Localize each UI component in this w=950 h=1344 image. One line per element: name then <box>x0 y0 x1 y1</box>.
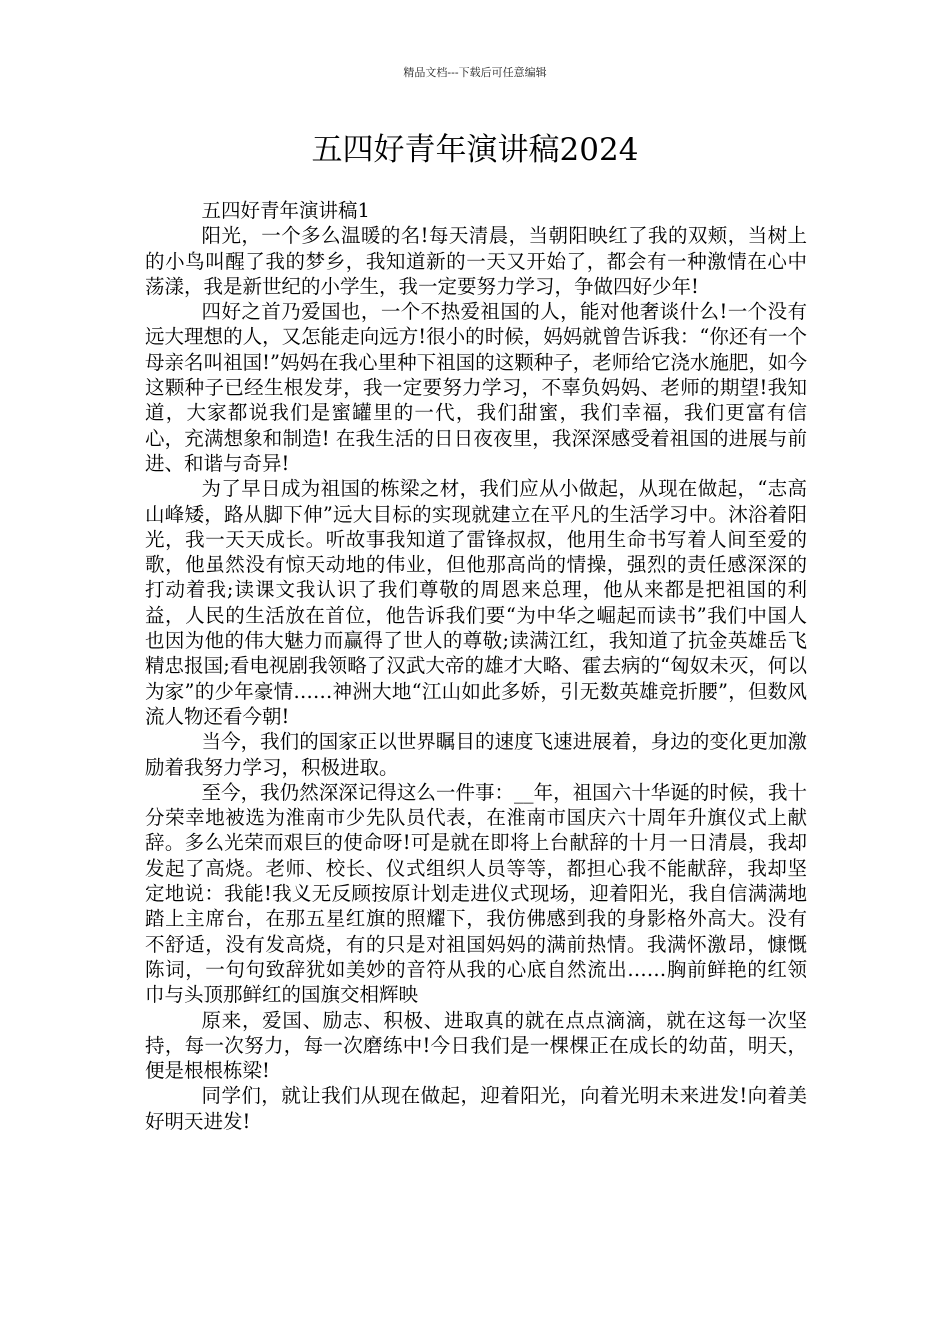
paragraph: 至今，我仍然深深记得这么一件事：__年，祖国六十华诞的时候，我十分荣幸地被选为淮南市少先队员代表，在淮南市国庆六十周年升旗仪式上献辞。多么光荣而艰巨的使命呀!可是就在即将上台献辞的十月一日清晨，我却发起了高烧。老师、校长、仪式组织人员等等，都担心我不能献辞，我却坚定地说：我能!我义无反顾按原计划走进仪式现场，迎着阳光，我自信满满地踏上主席台，在那五星红旗的照耀下，我仿佛感到我的身影格外高大。没有不舒适，没有发高烧，有的只是对祖国妈妈的满前热情。我满怀激昂，慷慨陈词，一句句致辞犹如美妙的音符从我的心底自然流出……胸前鲜艳的红领巾与头顶那鲜红的国旗交相辉映 <box>145 780 807 1007</box>
paragraph: 原来，爱国、励志、积极、进取真的就在点点滴滴，就在这每一次坚持，每一次努力，每一次磨练中!今日我们是一棵棵正在成长的幼苗，明天，便是根根栋梁! <box>145 1008 807 1083</box>
paragraph: 阳光，一个多么温暖的名!每天清晨，当朝阳映红了我的双颊，当树上的小鸟叫醒了我的梦乡，我知道新的一天又开始了，都会有一种激情在心中荡漾，我是新世纪的小学生，我一定要努力学习，争做四好少年! <box>145 224 807 298</box>
document-title: 五四好青年演讲稿2024 <box>311 132 639 168</box>
paragraph: 四好之首乃爱国也，一个不热爱祖国的人，能对他奢谈什么!一个没有远大理想的人，又怎能走向远方!很小的时候，妈妈就曾告诉我：“你还有一个母亲名叫祖国!”妈妈在我心里种下祖国的这颗种子，老师给它浇水施肥，如今这颗种子已经生根发芽，我一定要努力学习，不辜负妈妈、老师的期望!我知道，大家都说我们是蜜罐里的一代，我们甜蜜，我们幸福，我们更富有信心，充满想象和制造! 在我生活的日日夜夜里，我深深感受着祖国的进展与前进、和谐与奇异! <box>145 300 807 475</box>
paragraph: 当今，我们的国家正以世界瞩目的速度飞速进展着，身边的变化更加激励着我努力学习，积极进取。 <box>145 730 807 779</box>
section-subtitle: 五四好青年演讲稿1 <box>201 199 370 222</box>
paragraph: 同学们，就让我们从现在做起，迎着阳光，向着光明未来进发!向着美好明天进发! <box>145 1084 807 1133</box>
document-body <box>145 198 807 1134</box>
paragraph: 为了早日成为祖国的栋梁之材，我们应从小做起，从现在做起，“志高山峰矮，路从脚下伸”远大目标的实现就建立在平凡的生活学习中。沐浴着阳光，我一天天成长。听故事我知道了雷锋叔叔，他用生命书写着人间至爱的歌，他虽然没有惊天动地的伟业，但他那高尚的情操，强烈的责任感深深的打动着我;读课文我认识了我们尊敬的周恩来总理，他从来都是把祖国的利益，人民的生活放在首位，他告诉我们要“为中华之崛起而读书”我们中国人也因为他的伟大魅力而赢得了世人的尊敬;读满江红，我知道了抗金英雄岳飞精忠报国;看电视剧我领略了汉武大帝的雄才大略、霍去病的“匈奴未灭，何以为家”的少年豪情……神洲大地“江山如此多娇，引无数英雄竞折腰”，但数风流人物还看今朝! <box>145 477 807 728</box>
header-note: 精品文档---下载后可任意编辑 <box>403 66 547 79</box>
